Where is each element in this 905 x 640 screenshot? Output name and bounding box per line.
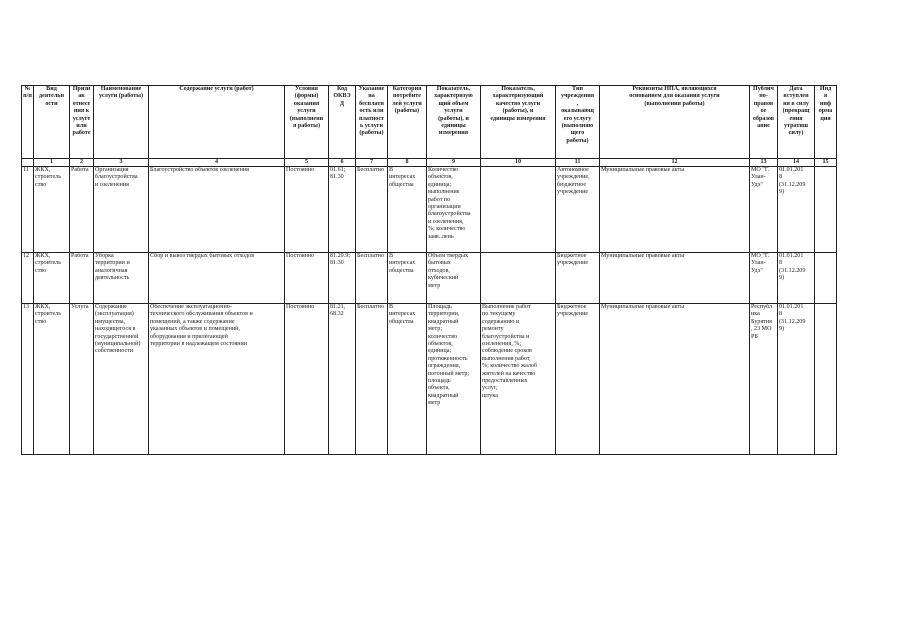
header-cell: Вид деятельн ости <box>34 86 70 159</box>
table-row <box>22 167 837 253</box>
header-cell: Реквизиты НПА, являющихся основанием для оказания услуги (выполнения работы) <box>600 86 750 159</box>
table-cell: 01.01.201 8 (31.12.209 9) <box>778 253 815 304</box>
table-cell: Площадь территории, квадратный метр; количество объектов, единица; протяженность ограждения, погонный метр; площадь объекта, квадратный метр <box>427 304 481 455</box>
header-cell: № п/п <box>22 86 34 159</box>
table-cell: Количество объектов, единица; выполнение работ по организации благоустройства и озеленения, %; количество заяв..лень <box>427 167 481 253</box>
table-cell <box>815 167 837 253</box>
table-cell <box>815 304 837 455</box>
header-cell: Показатель, характеризующий качество услуги (работы), и единицы измерения <box>481 86 556 159</box>
column-number-cell: 5 <box>285 159 329 167</box>
column-number-cell: 11 <box>556 159 600 167</box>
column-number-cell: 6 <box>329 159 356 167</box>
services-registry-table <box>21 85 837 455</box>
table-cell: МО "Г. Улан- Удэ" <box>750 253 778 304</box>
header-cell: Содержание услуги (работ) <box>149 86 285 159</box>
table-cell: Уборка территории и аналогичная деятельность <box>94 253 149 304</box>
table-cell: Муниципальные правовые акты <box>600 253 750 304</box>
table-cell: В интересах общества <box>388 167 427 253</box>
table-cell: Бесплатно <box>356 253 388 304</box>
table-row <box>22 253 837 304</box>
header-cell: Наименование услуги (работы) <box>94 86 149 159</box>
header-cell: Инд я инф орма ция <box>815 86 837 159</box>
column-number-cell: 2 <box>70 159 94 167</box>
column-number-cell: 8 <box>388 159 427 167</box>
table-cell: В интересах общества <box>388 253 427 304</box>
table-cell <box>481 253 556 304</box>
table-cell: Организация благоустройства и озеленения <box>94 167 149 253</box>
header-cell: Показатель, характеризую щий объем услуги (работы), и единицы измерения <box>427 86 481 159</box>
table-cell: 81.29.9; 81.30 <box>329 253 356 304</box>
table-cell: Республ ика Бурятия , 23 МО РБ <box>750 304 778 455</box>
table-cell: В интересах общества <box>388 304 427 455</box>
table-cell: Постоянно <box>285 304 329 455</box>
header-cell: Указание на бесплатн ость или платност ь услуги (работы) <box>356 86 388 159</box>
table-cell: ЖКХ, строитель ство <box>34 304 70 455</box>
table-cell: Бюджетное учреждение <box>556 253 600 304</box>
header-cell: Условия (формы) оказания услуги (выполнени я работы) <box>285 86 329 159</box>
table-cell: 01.01.201 8 (31.12.209 9) <box>778 304 815 455</box>
table-row <box>22 304 837 455</box>
column-number-cell: 7 <box>356 159 388 167</box>
header-cell: Публич но- правов ое образов ание <box>750 86 778 159</box>
column-number-cell: 4 <box>149 159 285 167</box>
header-cell: Призн ак отнесе ния к услуге или работе <box>70 86 94 159</box>
column-number-cell: 14 <box>778 159 815 167</box>
table-cell: 13 <box>22 304 34 455</box>
column-number-cell: 13 <box>750 159 778 167</box>
table-cell: 12 <box>22 253 34 304</box>
column-number-row <box>22 159 837 167</box>
table-cell: Выполнение работ по текущему содержанию и ремонту благоустройства и озеленения, %; соблюдение сроков выполнения работ, %; количество жалоб жителей на качество предоставленных услуг, штука <box>481 304 556 455</box>
table-cell: МО "Г. Улан- Удэ" <box>750 167 778 253</box>
header-cell: Категория потребите лей услуги (работы) <box>388 86 427 159</box>
table-cell: Постоянно <box>285 167 329 253</box>
table-cell: Объем твердых бытовых отходов, кубический метр <box>427 253 481 304</box>
table-cell: Бюджетное учреждение <box>556 304 600 455</box>
header-row <box>22 86 837 159</box>
table-cell: Бесплатно <box>356 304 388 455</box>
table-cell: Постоянно <box>285 253 329 304</box>
table-cell: Работа <box>70 167 94 253</box>
table-cell: Автономное учреждение, бюджетное учреждение <box>556 167 600 253</box>
column-number-cell: 10 <box>481 159 556 167</box>
table-cell <box>815 253 837 304</box>
table-cell: ЖКХ, строитель ство <box>34 253 70 304</box>
header-cell: Код ОКВЭ Д <box>329 86 356 159</box>
table-cell: Сбор и вывоз твердых бытовых отходов <box>149 253 285 304</box>
table-cell: 01.01.201 8 (31.12.209 9) <box>778 167 815 253</box>
column-number-cell: 1 <box>34 159 70 167</box>
table-cell: 01.61; 81.30 <box>329 167 356 253</box>
column-number-cell: 9 <box>427 159 481 167</box>
column-number-cell: 12 <box>600 159 750 167</box>
table-cell: Бесплатно <box>356 167 388 253</box>
table-cell: Обеспечение эксплуатационно- технического обслуживания объектов и помещений, а также содержание указанных объектов и помещений, оборудования и прилегающей территории в надлежащем состоянии <box>149 304 285 455</box>
table-cell: Содержание (эксплуатация) имущества, находящегося в государственной (муниципальной) собственности <box>94 304 149 455</box>
column-number-cell: 3 <box>94 159 149 167</box>
table-cell: Муниципальные правовые акты <box>600 304 750 455</box>
table-cell: Работа <box>70 253 94 304</box>
table-cell: 11 <box>22 167 34 253</box>
table-cell: Благоустройство объектов озеленения <box>149 167 285 253</box>
table-cell: 81.21, 68.32 <box>329 304 356 455</box>
column-number-cell: 15 <box>815 159 837 167</box>
table-cell: Услуга <box>70 304 94 455</box>
table-cell <box>481 167 556 253</box>
table-cell: ЖКХ, строитель ство <box>34 167 70 253</box>
column-number-cell <box>22 159 34 167</box>
header-cell: Дата вступлен ия в силу (прекращ ения утратиш силу) <box>778 86 815 159</box>
header-cell: Тип учреждения , оказывающ его услугу (выполняю щего работы) <box>556 86 600 159</box>
table-cell: Муниципальные правовые акты <box>600 167 750 253</box>
